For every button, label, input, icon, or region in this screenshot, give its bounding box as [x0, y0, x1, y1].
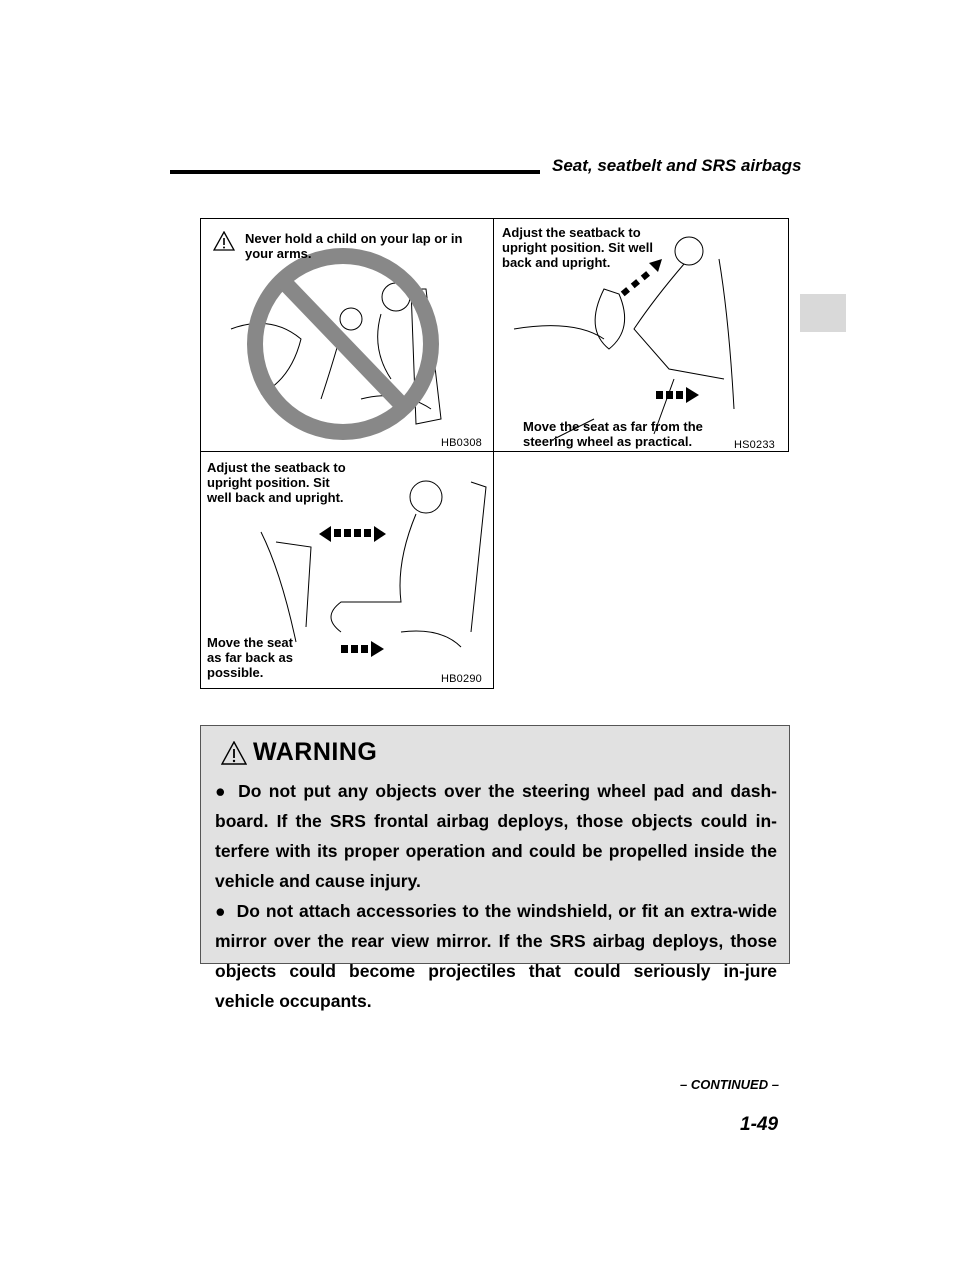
figure-code: HB0290 — [441, 673, 482, 685]
warning-triangle-icon — [221, 741, 247, 765]
warning-title: WARNING — [253, 738, 378, 766]
header-rule — [170, 170, 540, 174]
figure-hb0290 — [200, 451, 494, 689]
caution-triangle-icon — [213, 231, 235, 251]
continued-label: – CONTINUED – — [680, 1077, 779, 1092]
arrow-right — [341, 641, 384, 657]
arrow-right — [656, 387, 699, 403]
figure-hb0308 — [200, 218, 494, 452]
warning-item: ● Do not put any objects over the steering wheel pad and dash-board. If the SRS frontal airbag deploys, those objects could in-terfere with its proper operation and could be propelled inside the vehicle and cause injury. — [215, 781, 777, 891]
warning-body — [215, 776, 777, 1016]
bullet-icon: ● — [215, 901, 227, 921]
figure-hs0233 — [493, 218, 789, 452]
warning-box — [200, 725, 790, 1011]
figure-code: HB0308 — [441, 437, 482, 449]
bullet-icon: ● — [215, 781, 229, 801]
arrow-double — [319, 526, 386, 542]
page-header-title: Seat, seatbelt and SRS airbags — [552, 156, 802, 175]
section-thumb-tab — [800, 294, 846, 332]
warning-header — [221, 738, 377, 767]
warning-item: ● Do not attach accessories to the windshield, or fit an extra-wide mirror over the rear view mirror. If the SRS airbag deploys, those objects could become projectiles that could seriously in-jure vehicle occupants. — [215, 901, 777, 1011]
figure-caption-bottom: Move the seat as far from the steering wheel as practical. — [523, 419, 703, 449]
figure-caption: Never hold a child on your lap or in your arms. — [245, 231, 463, 261]
figure-code: HS0233 — [734, 439, 775, 451]
figure-caption-top: Adjust the seatback to upright position. Sit well back and upright. — [207, 460, 346, 505]
page-number: 1-49 — [740, 1114, 779, 1135]
figure-caption-bottom: Move the seat as far back as possible. — [207, 635, 294, 680]
figure-caption-top: Adjust the seatback to upright position. Sit well back and upright. — [502, 225, 653, 270]
